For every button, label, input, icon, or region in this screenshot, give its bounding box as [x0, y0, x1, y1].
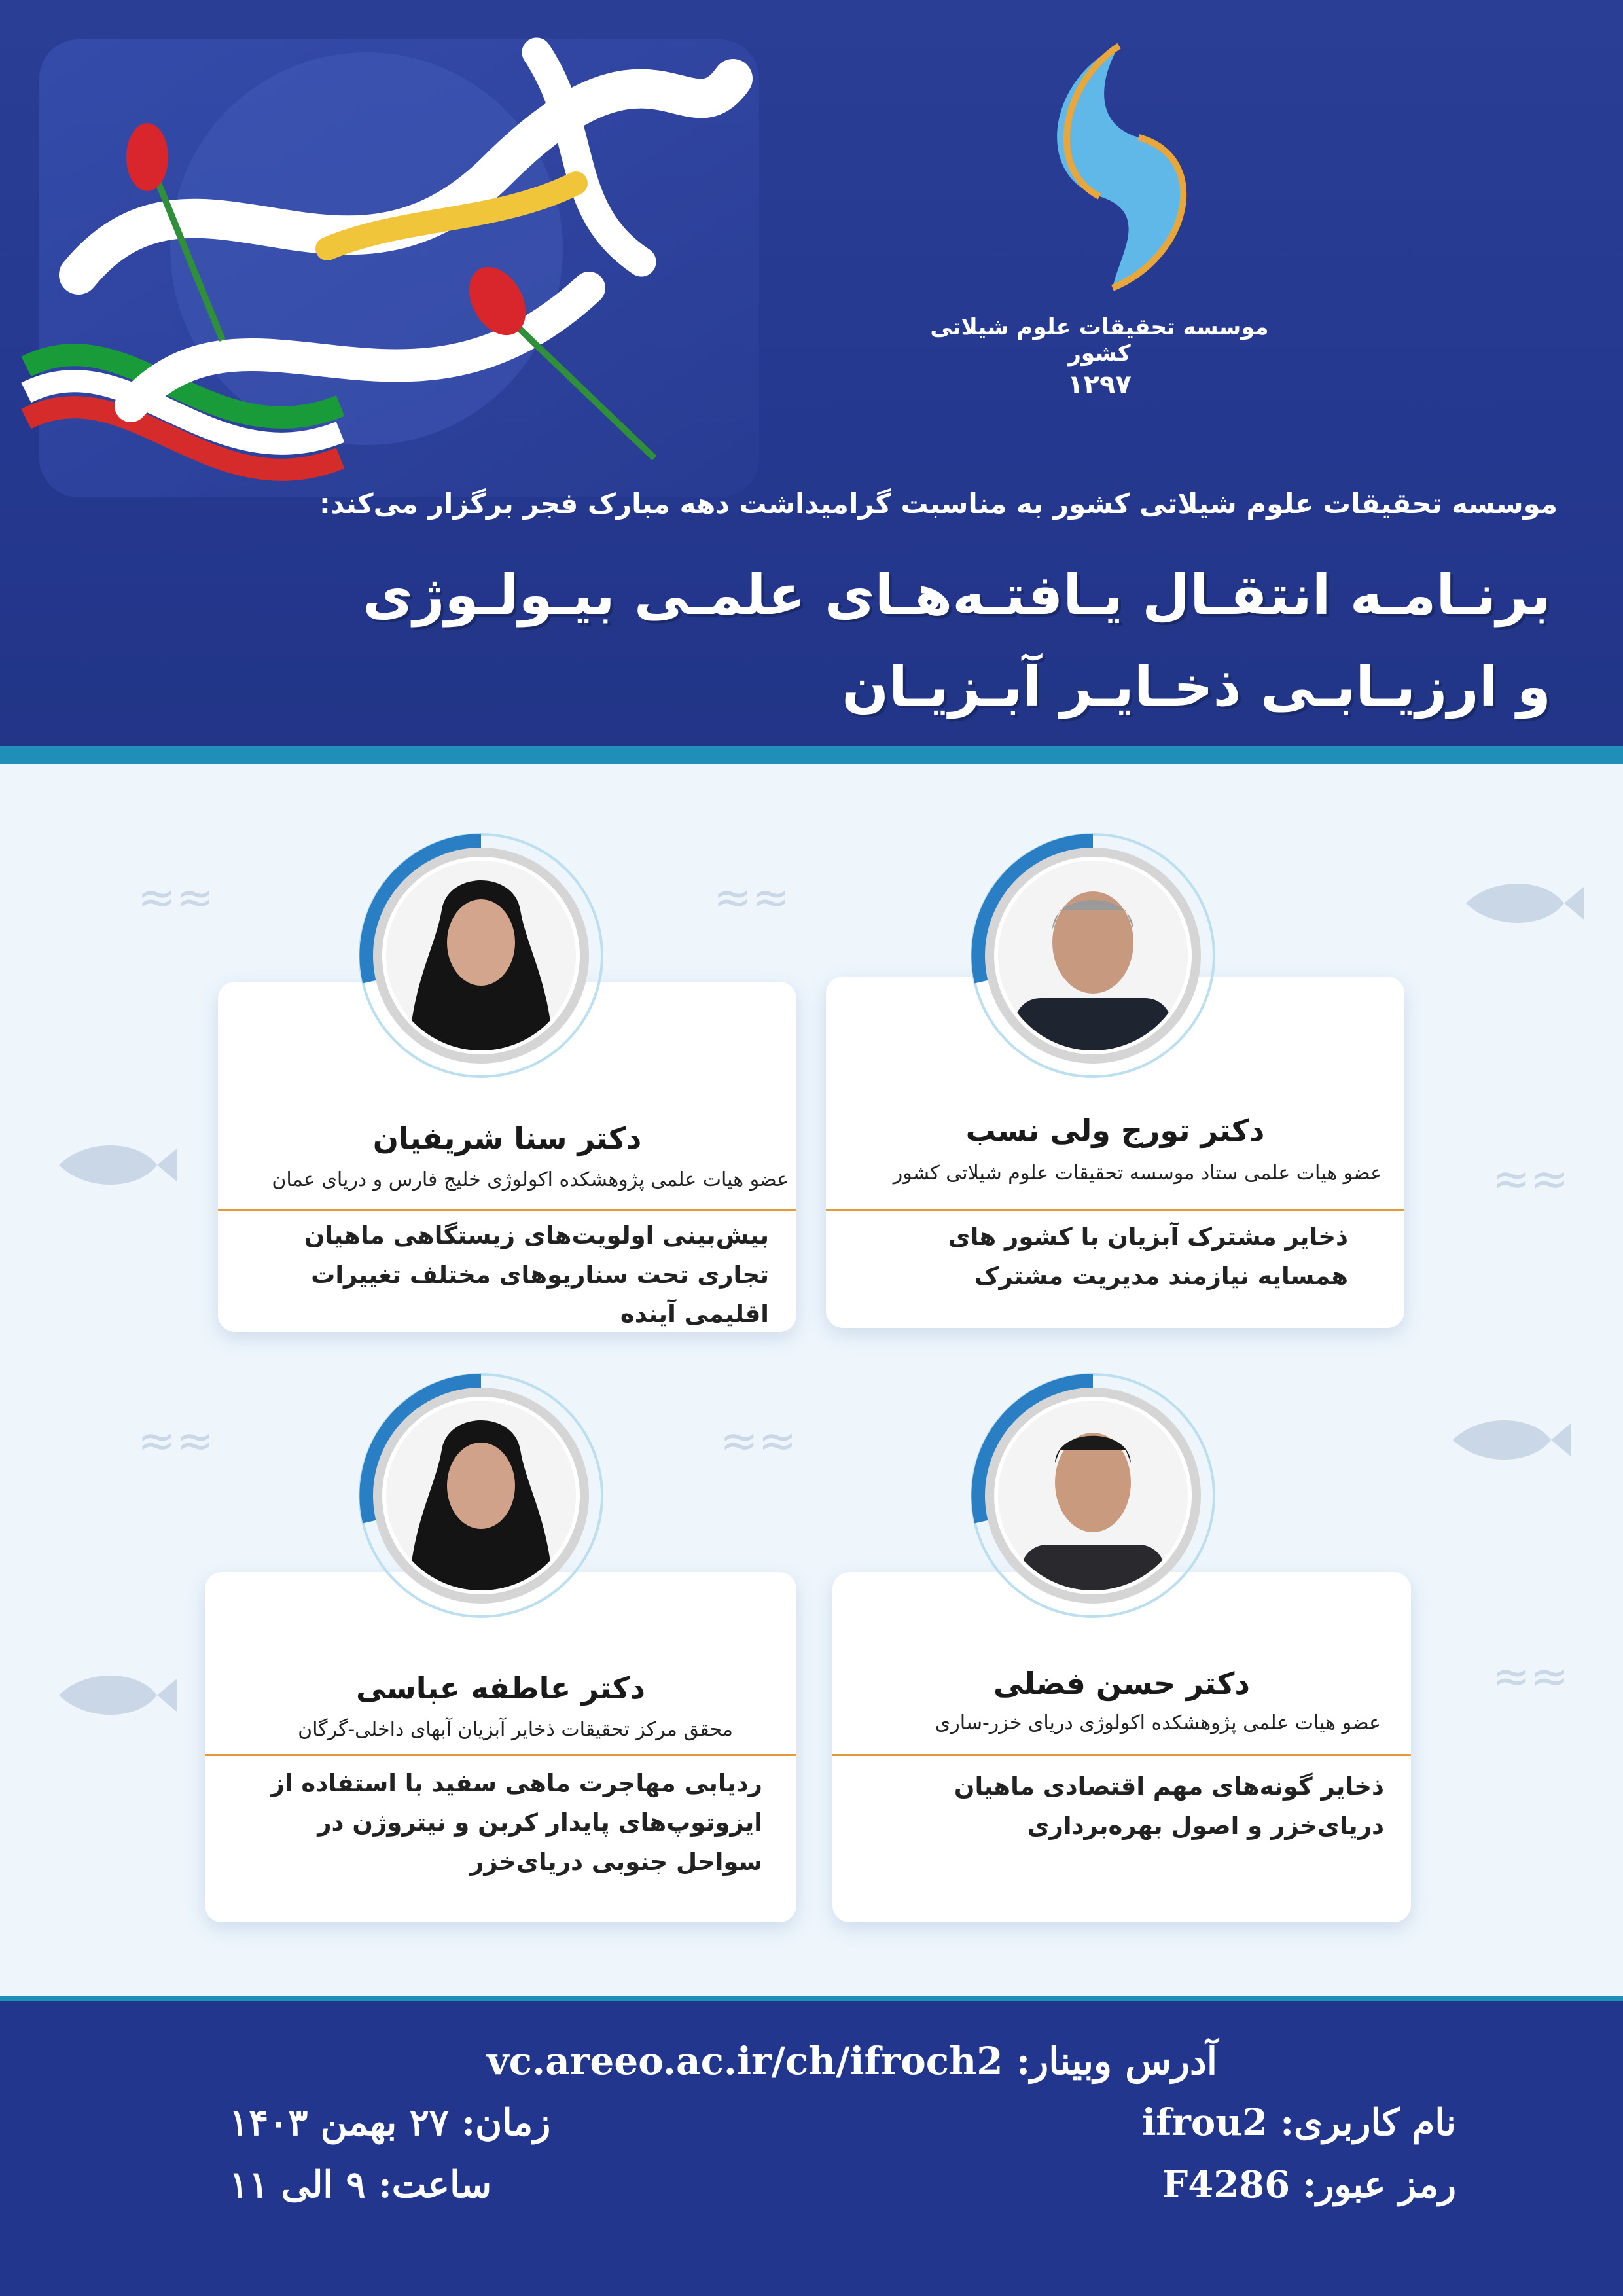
intro-text: موسسه تحقیقات علوم شیلاتی کشور به مناسبت گرامیداشت دهه مبارک فجر برگزار می‌کند: [319, 488, 1558, 520]
time-label: ساعت: [378, 2163, 492, 2206]
avatar [995, 1397, 1191, 1594]
speaker-topic: بیش‌بینی اولویت‌های زیستگاهی ماهیان تجاری تحت سناریوهای مختلف تغییرات اقلیمی آینده [304, 1221, 769, 1328]
fajr-decade-banner-image [0, 0, 785, 543]
speaker-name: دکتر حسن فضلی [993, 1666, 1250, 1701]
password-row [1162, 2163, 1456, 2206]
webinar-label: آدرس وبینار: [1016, 2039, 1217, 2083]
speaker-affiliation: محقق مرکز تحقیقات ذخایر آبزیان آبهای داخلی-گرگان [298, 1718, 733, 1741]
wave-icon: ≈≈ [1492, 1152, 1569, 1206]
header-banner [0, 0, 1623, 746]
wave-icon: ≈≈ [713, 870, 791, 924]
username-label: نام کاربری: [1280, 2101, 1456, 2144]
wave-icon: ≈≈ [137, 870, 215, 924]
avatar [383, 1397, 579, 1594]
card-divider [205, 1754, 796, 1756]
speaker-affiliation: عضو هیات علمی ستاد موسسه تحقیقات علوم شیلاتی کشور [893, 1162, 1382, 1185]
wave-icon: ≈≈ [720, 1414, 797, 1467]
speaker-topic: ذخایر گونه‌های مهم اقتصادی ماهیان دریای‌خزر و اصول بهره‌برداری [954, 1772, 1384, 1840]
card-divider [826, 1209, 1404, 1211]
card-divider [832, 1754, 1411, 1756]
password-value: F4286 [1162, 2163, 1291, 2206]
time-value: ۹ الی ۱۱ [229, 2163, 366, 2206]
time-row [229, 2163, 491, 2206]
header-accent-stripe [0, 746, 1623, 764]
avatar [995, 857, 1191, 1054]
speaker-name: دکتر عاطفه عباسی [355, 1670, 646, 1706]
fish-icon [46, 1132, 177, 1198]
speaker-name: دکتر سنا شریفیان [372, 1121, 642, 1156]
fish-icon [1453, 870, 1584, 936]
username-value: ifrou2 [1142, 2101, 1268, 2144]
password-label: رمز عبور: [1302, 2163, 1456, 2206]
speaker-affiliation: عضو هیات علمی پژوهشکده اکولوژی خلیج فارس و دریای عمان [272, 1168, 789, 1191]
speaker-name: دکتر تورج ولی نسب [965, 1113, 1265, 1148]
wave-icon: ≈≈ [137, 1414, 215, 1467]
webinar-address [487, 2039, 1217, 2083]
webinar-url[interactable]: vc.areeo.ac.ir/ch/ifroch2 [486, 2039, 1003, 2083]
date-value: ۲۷ بهمن ۱۴۰۳ [229, 2101, 449, 2144]
avatar [383, 857, 579, 1054]
institute-year: ۱۲۹۷ [1067, 370, 1132, 400]
fish-icon [1440, 1407, 1571, 1473]
date-row [229, 2101, 550, 2144]
card-divider [218, 1209, 796, 1211]
program-title-line1: برنـامـه انتقـال یـافتـه‌هـای علمـی بیـولـوژی [363, 563, 1551, 627]
wave-icon: ≈≈ [1492, 1649, 1569, 1703]
institute-name: موسسه تحقیقات علوم شیلاتی کشور [930, 314, 1269, 367]
program-title-line2: و ارزیـابـی ذخـایـر آبـزیـان [842, 655, 1551, 719]
fish-icon [46, 1662, 177, 1728]
speaker-topic: ردیابی مهاجرت ماهی سفید با استفاده از ایزوتوپ‌های پایدار کربن و نیتروژن در سواحل جنوبی دریای‌خزر [270, 1769, 762, 1876]
date-label: زمان: [461, 2101, 551, 2144]
username-row [1142, 2101, 1456, 2144]
speaker-topic: ذخایر مشترک آبزیان با کشور های همسایه نیازمند مدیریت مشترک [948, 1223, 1348, 1290]
speaker-affiliation: عضو هیات علمی پژوهشکده اکولوژی دریای خزر-ساری [935, 1712, 1381, 1734]
institute-logo [1021, 39, 1217, 295]
